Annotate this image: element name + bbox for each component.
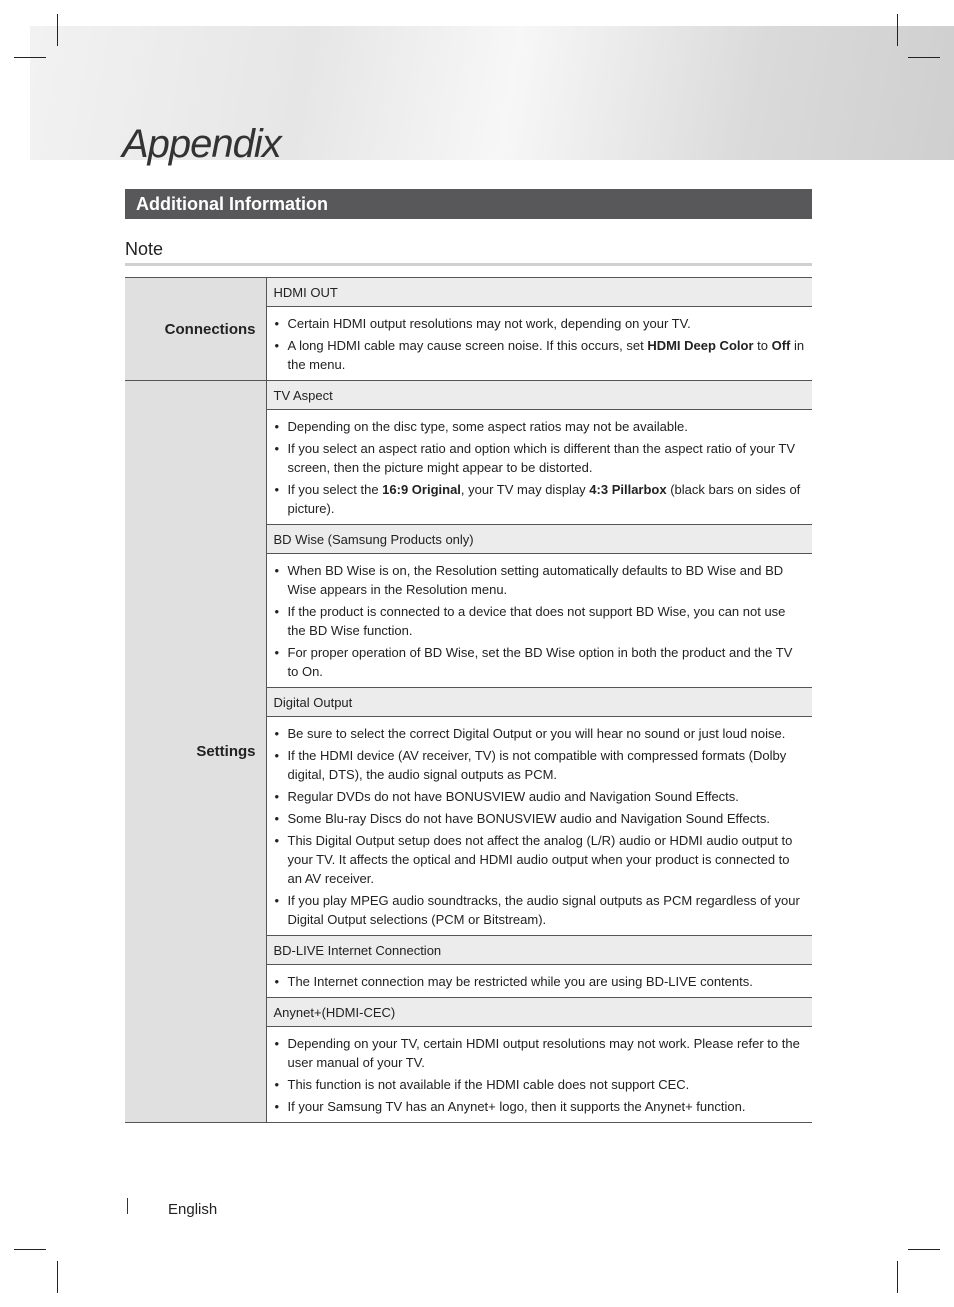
crop-mark: [897, 14, 898, 46]
list-item: • If you select an aspect ratio and option which is different than the aspect ratio of your TV screen, then the picture might appear to be distorted.: [274, 439, 806, 477]
list-item: • For proper operation of BD Wise, set the BD Wise option in both the product and the TV to On.: [274, 643, 806, 681]
list-item: • Certain HDMI output resolutions may not work, depending on your TV.: [274, 314, 806, 333]
notes-tv-aspect: [266, 410, 812, 525]
notes-anynet: [266, 1027, 812, 1123]
crop-mark: [908, 1249, 940, 1250]
note-text: in the menu.: [287, 338, 805, 372]
table-row: [125, 278, 812, 307]
subheading-hdmi-out: HDMI OUT: [266, 278, 812, 307]
note-emphasis: HDMI Deep Color: [647, 338, 754, 353]
subheading-bd-live: BD-LIVE Internet Connection: [266, 936, 812, 965]
list-item: • Depending on the disc type, some aspect ratios may not be available.: [274, 417, 806, 436]
list-item: • Be sure to select the correct Digital Output or you will hear no sound or just loud noise.: [274, 724, 806, 743]
note-divider: [125, 263, 812, 266]
note-text: If you select the: [287, 482, 383, 497]
notes-bd-live: [266, 965, 812, 998]
section-heading: Additional Information: [125, 189, 812, 219]
subheading-bd-wise: BD Wise (Samsung Products only): [266, 525, 812, 554]
crop-mark: [57, 14, 58, 46]
list-item: • This Digital Output setup does not affect the analog (L/R) audio or HDMI audio output to your TV. It affects the optical and HDMI audio output when your product is connected to an AV receiver.: [274, 831, 806, 888]
list-item: • If the HDMI device (AV receiver, TV) is not compatible with compressed formats (Dolby digital, DTS), the audio signal outputs as PCM.: [274, 746, 806, 784]
page-title: Appendix: [122, 122, 281, 166]
list-item: • Depending on your TV, certain HDMI output resolutions may not work. Please refer to the user manual of your TV.: [274, 1034, 806, 1072]
list-item: • This function is not available if the HDMI cable does not support CEC.: [274, 1075, 806, 1094]
category-connections: Connections: [125, 278, 266, 381]
subheading-tv-aspect: TV Aspect: [266, 381, 812, 410]
note-text: to: [753, 338, 772, 353]
note-emphasis: 16:9 Original: [382, 482, 461, 497]
note-text: , your TV may display: [460, 482, 590, 497]
category-settings: Settings: [125, 381, 266, 1123]
list-item: • The Internet connection may be restricted while you are using BD-LIVE contents.: [274, 972, 806, 991]
crop-mark: [14, 57, 46, 58]
notes-digital-output: [266, 717, 812, 936]
notes-table: [125, 277, 812, 1123]
footer-language: English: [168, 1201, 218, 1218]
note-emphasis: 4:3 Pillarbox: [589, 482, 667, 497]
list-item: • When BD Wise is on, the Resolution setting automatically defaults to BD Wise and BD Wise appears in the Resolution menu.: [274, 561, 806, 599]
crop-mark: [897, 1261, 898, 1293]
note-text: (black bars on sides of picture).: [287, 482, 801, 516]
note-heading: Note: [125, 239, 164, 259]
list-item: • If your Samsung TV has an Anynet+ logo, then it supports the Anynet+ function.: [274, 1097, 806, 1116]
footer-divider: [127, 1198, 128, 1214]
list-item: • If you play MPEG audio soundtracks, the audio signal outputs as PCM regardless of your Digital Output selections (PCM or Bitstream).: [274, 891, 806, 929]
subheading-digital-output: Digital Output: [266, 688, 812, 717]
list-item: • Some Blu-ray Discs do not have BONUSVIEW audio and Navigation Sound Effects.: [274, 809, 806, 828]
note-emphasis: Off: [771, 338, 791, 353]
crop-mark: [14, 1249, 46, 1250]
subheading-anynet: Anynet+(HDMI-CEC): [266, 998, 812, 1027]
list-item: • Regular DVDs do not have BONUSVIEW audio and Navigation Sound Effects.: [274, 787, 806, 806]
crop-mark: [908, 57, 940, 58]
table-row: [125, 381, 812, 410]
list-item: [274, 336, 806, 374]
crop-mark: [57, 1261, 58, 1293]
notes-bd-wise: [266, 554, 812, 688]
note-text: A long HDMI cable may cause screen noise. If this occurs, set: [287, 338, 648, 353]
notes-hdmi-out: [266, 307, 812, 381]
list-item: [274, 480, 806, 518]
list-item: • If the product is connected to a device that does not support BD Wise, you can not use the BD Wise function.: [274, 602, 806, 640]
